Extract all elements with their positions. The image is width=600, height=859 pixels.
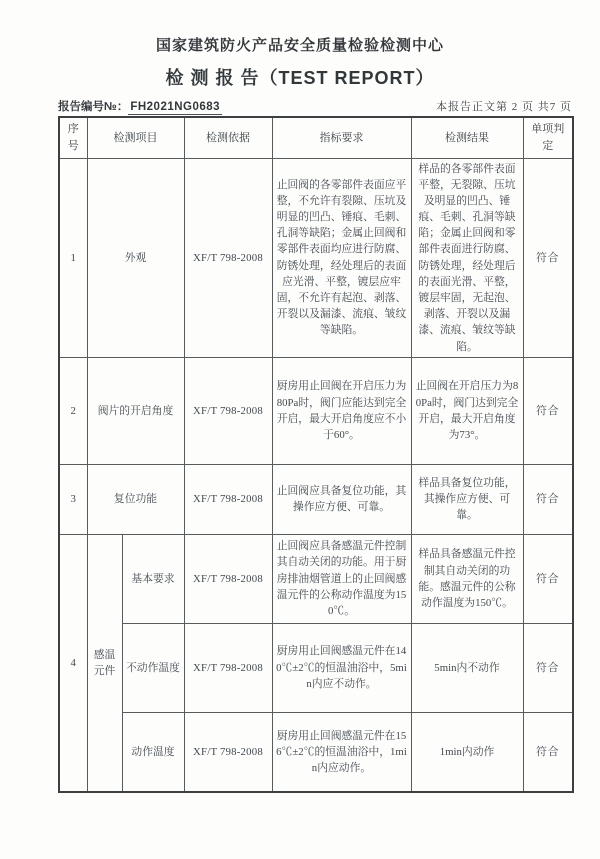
cell-verdict: 符合	[523, 357, 573, 464]
table-row-thermal-no-action-temp	[59, 623, 573, 712]
col-header-requirement: 指标要求	[272, 117, 411, 158]
cell-requirement: 厨房用止回阀感温元件在140℃±2℃的恒温油浴中，5min内应不动作。	[272, 623, 411, 712]
col-header-item: 检测项目	[87, 117, 184, 158]
org-name: 国家建筑防火产品安全质量检验检测中心	[155, 37, 444, 54]
col-header-verdict: 单项判定	[523, 117, 573, 158]
cell-basis: XF/T 798-2008	[184, 464, 272, 534]
cell-verdict: 符合	[523, 158, 573, 357]
cell-serial: 2	[59, 357, 87, 464]
cell-sub-item: 动作温度	[122, 712, 184, 792]
cell-item-thermal-element: 感温元件	[87, 534, 122, 792]
cell-basis: XF/T 798-2008	[184, 712, 272, 792]
col-header-serial: 序号	[59, 117, 87, 158]
report-title: 检 测 报 告（TEST REPORT）	[165, 68, 435, 88]
report-number-value: FH2021NG0683	[130, 101, 221, 113]
test-results-table	[58, 116, 574, 793]
cell-serial: 4	[59, 534, 87, 792]
col-header-result: 检测结果	[411, 117, 523, 158]
cell-verdict: 符合	[523, 712, 573, 792]
table-row-appearance	[59, 158, 573, 357]
cell-sub-item: 基本要求	[122, 534, 184, 623]
cell-result: 样品的各零部件表面平整，无裂隙、压坑及明显的凹凸、锤痕、毛刺、孔洞等缺陷；金属止回阀和零部件表面进行防腐、防锈处理，经处理后的表面光滑、平整，镀层牢固，无起泡、剥落、开裂以及漏漆、流痕、皱纹等缺陷。	[411, 158, 523, 357]
report-meta-row	[58, 98, 572, 114]
cell-result: 样品具备复位功能，其操作应方便、可靠。	[411, 464, 523, 534]
cell-item: 阀片的开启角度	[87, 357, 184, 464]
cell-requirement: 厨房用止回阀感温元件在156℃±2℃的恒温油浴中，1min内应动作。	[272, 712, 411, 792]
page-indicator: 本报告正文第 2 页 共7 页	[436, 101, 572, 113]
cell-basis: XF/T 798-2008	[184, 534, 272, 623]
cell-requirement: 止回阀的各零部件表面应平整，不允许有裂隙、压坑及明显的凹凸、锤痕、毛刺、孔洞等缺陷；金属止回阀和零部件表面均应进行防腐、防锈处理，经处理后的表面应光滑、平整，镀层应牢固，不允许有起泡、剥落、开裂以及漏漆、流痕、皱纹等缺陷。	[272, 158, 411, 357]
cell-item: 复位功能	[87, 464, 184, 534]
cell-basis: XF/T 798-2008	[184, 357, 272, 464]
cell-requirement: 厨房用止回阀在开启压力为80Pa时，阀门应能达到完全开启，最大开启角度应不小于60°。	[272, 357, 411, 464]
table-row-thermal-basic	[59, 534, 573, 623]
cell-serial: 3	[59, 464, 87, 534]
col-header-basis: 检测依据	[184, 117, 272, 158]
cell-result: 止回阀在开启压力为80Pa时，阀门达到完全开启，最大开启角度为73°。	[411, 357, 523, 464]
table-row-opening-angle	[59, 357, 573, 464]
cell-basis: XF/T 798-2008	[184, 623, 272, 712]
cell-verdict: 符合	[523, 464, 573, 534]
table-row-reset-function	[59, 464, 573, 534]
cell-serial: 1	[59, 158, 87, 357]
cell-verdict: 符合	[523, 623, 573, 712]
cell-basis: XF/T 798-2008	[184, 158, 272, 357]
cell-sub-item: 不动作温度	[122, 623, 184, 712]
cell-result: 5min内不动作	[411, 623, 523, 712]
report-number-label: 报告编号№：	[58, 101, 129, 113]
cell-requirement: 止回阀应具备复位功能，其操作应方便、可靠。	[272, 464, 411, 534]
table-header-row	[59, 117, 573, 158]
cell-item: 外观	[87, 158, 184, 357]
cell-verdict: 符合	[523, 534, 573, 623]
cell-result: 样品具备感温元件控制其自动关闭的功能。感温元件的公称动作温度为150℃。	[411, 534, 523, 623]
cell-result: 1min内动作	[411, 712, 523, 792]
table-row-thermal-action-temp	[59, 712, 573, 792]
cell-requirement: 止回阀应具备感温元件控制其自动关闭的功能。用于厨房排油烟管道上的止回阀感温元件的公称动作温度为150℃。	[272, 534, 411, 623]
report-number	[58, 98, 222, 114]
